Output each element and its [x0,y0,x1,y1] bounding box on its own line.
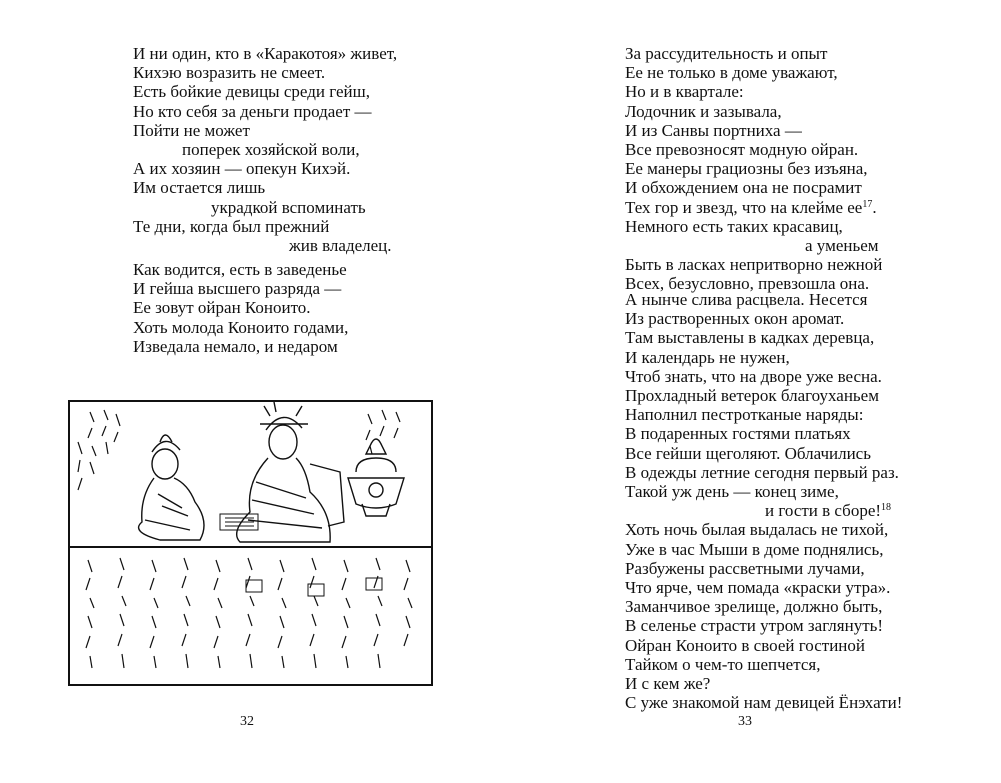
footnote-marker: 18 [881,502,892,514]
verse-line: Там выставлены в кадках деревца, [625,328,875,348]
verse-line: И обхождением она не посрамит [625,178,862,198]
verse-line: Из растворенных окон аромат. [625,309,845,329]
verse-line: Все гейши щеголяют. Облачились [625,443,871,463]
verse-line: Ее зовут ойран Коноито. [133,298,311,318]
verse-line: Ойран Коноито в своей гостиной [625,635,865,655]
page-number: 32 [240,714,254,729]
verse-line: Но и в квартале: [625,82,744,102]
verse-line: В селенье страсти утром заглянуть! [625,616,884,636]
right-page [500,0,1001,783]
verse-text: Тех гор и звезд, что на клейме ее [625,197,863,217]
verse-line: А их хозяин — опекун Кихэй. [133,159,351,179]
left-page [0,0,500,783]
verse-line: Ее не только в доме уважают, [625,63,838,83]
verse-line: И ни один, кто в «Каракотоя» живет, [133,44,398,63]
verse-line: Всех, безусловно, превзошла она. [625,274,870,294]
verse-line-with-note [625,501,900,520]
verse-line: Быть в ласках непритворно нежной [625,255,883,275]
verse-line: И из Санвы портниха — [625,120,802,140]
verse-line: Чтоб знать, что на дворе уже весна. [625,366,882,386]
verse-line: В подаренных гостями платьях [625,424,851,444]
verse-line: Что ярче, чем помада «краски утра». [625,578,891,598]
verse-line: Пойти не может [133,120,250,140]
verse-line-indented: украдкой вспоминать [211,197,366,217]
right-stanza-2 [625,290,903,713]
verse-line-indented: жив владелец. [289,236,392,256]
left-stanza-2 [133,260,393,356]
verse-line: Тайком о чем-то шепчется, [625,654,821,674]
verse-line: Хоть ночь былая выдалась не тихой, [625,520,889,540]
verse-line-with-note: Тех гор и звезд, что на клейме $ее^{17}$. [625,197,877,217]
verse-line: С уже знакомой нам девицей Ёнэхати! [625,693,903,713]
verse-line: И гейша высшего разряда — [133,279,342,299]
verse-line: Лодочник и зазывала, [625,101,782,121]
woodblock-illustration [68,400,433,686]
right-stanza-1 [625,44,895,294]
verse-line-indented: а уменьем [805,236,879,256]
verse-line: Хоть молода Коноито годами, [133,317,349,337]
verse-line: Заманчивое зрелище, должно быть, [625,597,883,617]
verse-line: Такой уж день — конец зиме, [625,482,839,502]
verse-line: Есть бойкие девицы среди гейш, [133,82,370,102]
page-number: 33 [738,714,752,729]
verse-line: Изведала немало, и недаром [133,336,338,356]
verse-line: А нынче слива расцвела. Несется [625,290,868,309]
footnote-marker: 17 [862,198,873,210]
left-stanza-1 [133,44,398,256]
verse-line: Уже в час Мыши в доме поднялись, [625,539,884,559]
verse-line: И с кем же? [625,674,711,694]
verse-line: Наполнил пестротканые наряды: [625,405,864,425]
woodblock-illustration-art [70,402,431,684]
verse-line: Но кто себя за деньги продает — [133,101,372,121]
verse-line: Кихэю возразить не смеет. [133,63,326,83]
verse-line: Ее манеры грациозны без изъяна, [625,159,868,179]
verse-line-indented: поперек хозяйской воли, [182,140,360,160]
verse-text: и гости в сборе! [765,501,882,521]
verse-line: Немного есть таких красавиц, [625,216,843,236]
verse-line: Все превозносят модную ойран. [625,140,859,160]
verse-line: Как водится, есть в заведенье [133,260,347,279]
verse-line: За рассудительность и опыт [625,44,828,63]
verse-line: Прохладный ветерок благоуханьем [625,386,879,406]
verse-line: И календарь не нужен, [625,347,790,367]
verse-line: Им остается лишь [133,178,266,198]
verse-line: Те дни, когда был прежний [133,216,330,236]
verse-line: В одежды летние сегодня первый раз. [625,462,899,482]
verse-line: Разбужены рассветными лучами, [625,558,865,578]
